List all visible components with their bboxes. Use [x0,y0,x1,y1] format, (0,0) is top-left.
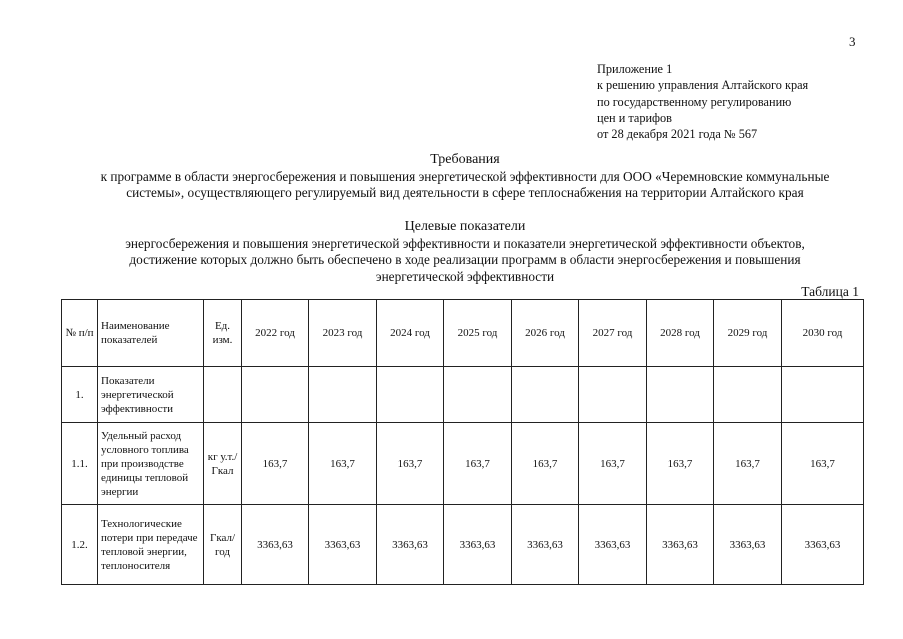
header-year: 2023 год [309,300,377,367]
header-name: Наименование показателей [98,300,204,367]
appendix-line: к решению управления Алтайского края [597,78,809,93]
requirements-text-line: к программе в области энергосбережения и повышения энергетической эффективности для ООО «Черемновские коммунальные [100,168,830,184]
row-value: 163,7 [444,423,512,505]
appendix-line: по государственному регулированию [597,94,792,109]
row-value: 3363,63 [377,505,444,585]
appendix-block [597,61,808,142]
row-value: 3363,63 [782,505,864,585]
header-year: 2026 год [512,300,579,367]
header-year: 2022 год [242,300,309,367]
row-name: Удельный расход условного топлива при производстве единицы тепловой энергии [98,423,204,505]
row-value: 163,7 [647,423,714,505]
row-value: 3363,63 [647,505,714,585]
row-value: 3363,63 [309,505,377,585]
header-year: 2025 год [444,300,512,367]
row-value [309,367,377,423]
row-value [579,367,647,423]
row-unit: кг у.т./ Гкал [204,423,242,505]
row-value [714,367,782,423]
row-value: 163,7 [512,423,579,505]
row-num: 1.2. [62,505,98,585]
table-row [62,423,864,505]
header-year: 2030 год [782,300,864,367]
targets-block [20,219,903,285]
row-value: 163,7 [242,423,309,505]
row-value: 163,7 [714,423,782,505]
row-value [782,367,864,423]
row-name: Показатели энергетической эффективности [98,367,204,423]
row-value: 3363,63 [714,505,782,585]
row-value [444,367,512,423]
row-value: 163,7 [309,423,377,505]
header-year: 2027 год [579,300,647,367]
row-num: 1. [62,367,98,423]
appendix-line: от 28 декабря 2021 года № 567 [597,127,758,142]
indicators-table [61,299,864,585]
requirements-text-line: системы», осуществляющего регулируемый вид деятельности в сфере теплоснабжения на территории Алтайского края [126,185,804,200]
row-name: Технологические потери при передаче тепловой энергии, теплоносителя [98,505,204,585]
header-year: 2029 год [714,300,782,367]
targets-title: Целевые показатели [404,219,526,234]
table-header-row [62,300,864,367]
row-value [242,367,309,423]
row-value: 3363,63 [579,505,647,585]
row-value: 163,7 [579,423,647,505]
row-value: 3363,63 [512,505,579,585]
row-value: 3363,63 [242,505,309,585]
row-value: 163,7 [377,423,444,505]
page-number: 3 [849,34,856,49]
row-value: 3363,63 [444,505,512,585]
appendix-line: цен и тарифов [597,110,672,125]
table-caption: Таблица 1 [801,284,859,299]
header-year: 2024 год [377,300,444,367]
row-value [647,367,714,423]
row-num: 1.1. [62,423,98,505]
row-value [512,367,579,423]
targets-text-line: энергосбережения и повышения энергетической эффективности и показатели энергетической эффективности объектов, [125,236,805,252]
row-unit: Гкал/ год [204,505,242,585]
targets-text-line: энергетической эффективности [375,268,555,284]
row-value [377,367,444,423]
table-row [62,367,864,423]
requirements-block [20,152,903,202]
row-unit [204,367,242,423]
header-num: № п/п [62,300,98,367]
targets-text-line: достижение которых должно быть обеспечено в ходе реализации программ в области энергосбережения и повышения [129,252,801,268]
row-value: 163,7 [782,423,864,505]
header-year: 2028 год [647,300,714,367]
table-row [62,505,864,585]
appendix-line: Приложение 1 [597,62,673,76]
header-unit: Ед. изм. [204,300,242,367]
requirements-title: Требования [430,152,500,167]
